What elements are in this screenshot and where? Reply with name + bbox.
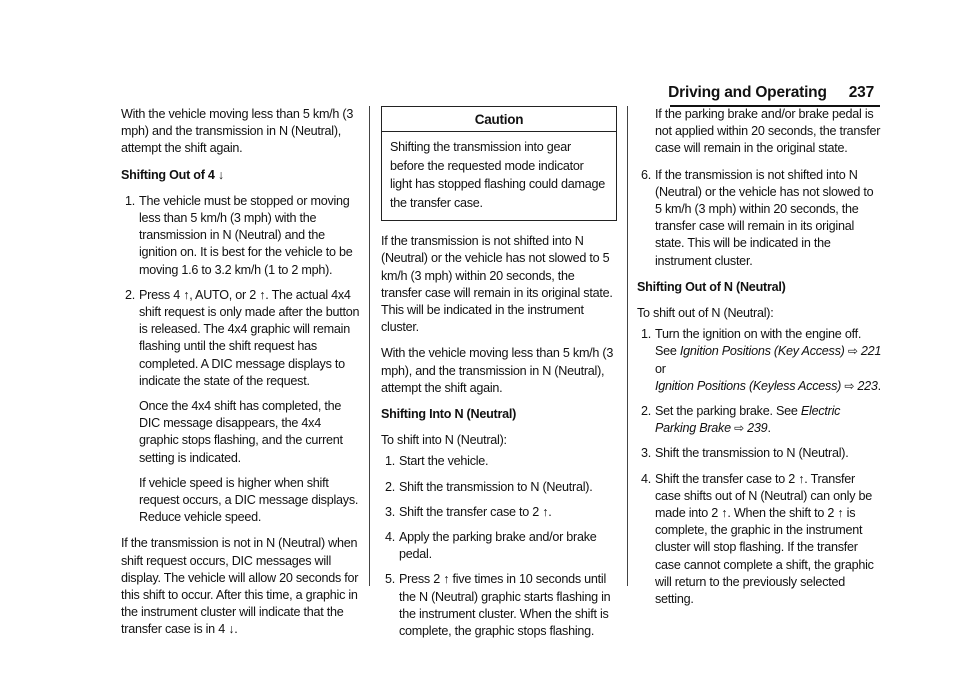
page-reference[interactable]: 239 — [747, 421, 768, 436]
section-title: Driving and Operating — [668, 84, 827, 101]
step-text: Press 4 ↑, AUTO, or 2 ↑. The actual 4x4 shift request is only made after the button is released. The 4x4 graphic will remain flashing until the shift request has completed. A DIC message displays to indicate the state of the request. — [139, 287, 360, 388]
subheading-shifting-into-neutral: Shifting Into N (Neutral) — [381, 407, 517, 422]
column-left — [121, 106, 361, 648]
step-text: If the transmission is not shifted into N (Neutral) or the vehicle has not slowed to 5 km/h (3 mph) within 20 seconds, the transfer case will remain in its original state. This will be indicated in the instrument cluster. — [655, 167, 874, 268]
list-item — [381, 529, 617, 563]
column-divider — [627, 106, 628, 586]
paragraph: To shift into N (Neutral): — [381, 433, 507, 448]
step-text: Apply the parking brake and/or brake pedal. — [399, 530, 597, 562]
step-text: Shift the transmission to N (Neutral). — [655, 446, 849, 461]
step-text: Press 2 ↑ five times in 10 seconds until the N (Neutral) graphic starts flashing in the instrument cluster. When the shift is complete, the graphic stops flashing. — [399, 572, 611, 639]
steps-list — [637, 167, 882, 270]
column-middle — [381, 106, 617, 649]
step-text: Shift the transfer case to 2 ↑. Transfer case shifts out of N (Neutral) can only be made into 2 ↑. When the shift to 2 ↑ is complete, the graphic in the instrument cluster will stop flashing. If the transfer case cannot complete a shift, the graphic will return to the previously selected setting. — [655, 471, 874, 607]
step-number: 3. — [640, 446, 651, 461]
page-reference[interactable]: 221 — [860, 344, 882, 359]
step-number: 2. — [124, 287, 135, 302]
step-number: 6. — [640, 167, 651, 182]
list-item — [637, 471, 882, 609]
step-note: Once the 4x4 shift has completed, the DIC message disappears, the 4x4 graphic stops flashing, and the current setting is indicated. — [139, 399, 343, 465]
caution-text: Shifting the transmission into gear before the requested mode indicator light has stopped flashing could damage the transfer case. — [390, 140, 605, 210]
subheading-shifting-out-of-neutral: Shifting Out of N (Neutral) — [637, 279, 786, 294]
step-text: Turn the ignition on with the engine off. See — [655, 327, 862, 359]
list-item — [381, 453, 617, 470]
paragraph: If the transmission is not shifted into N (Neutral) or the vehicle has not slowed to 5 km/h (3 mph) within 20 seconds, the transfer case will remain in its original state. This will be indicated in the instrument cluster. — [381, 234, 613, 335]
step-number: 1. — [124, 193, 135, 208]
page-reference-icon: ⇨ — [734, 421, 744, 436]
column-divider — [369, 106, 370, 586]
page-number: 237 — [848, 84, 874, 101]
step-text: Set the parking brake. See — [655, 404, 798, 419]
step-continuation: If the parking brake and/or brake pedal is not applied within 20 seconds, the transfer case will remain in the original state. — [655, 107, 881, 156]
steps-list — [381, 453, 617, 640]
step-number: 5. — [384, 572, 395, 587]
list-item: 2. Set the parking brake. See Electric Parking Brake ⇨ 239. — [637, 403, 882, 437]
or-text: or — [655, 361, 666, 376]
step-number: 1. — [640, 327, 651, 342]
subheading-shifting-out-of-4-low: Shifting Out of 4 ↓ — [121, 167, 224, 182]
list-item — [637, 167, 882, 270]
list-item — [381, 504, 617, 521]
step-number: 3. — [384, 504, 395, 519]
list-item — [381, 479, 617, 496]
list-item: 1. Turn the ignition on with the engine off. See Ignition Positions (Key Access) ⇨ 221 or Ignition Positions (Keyless Access) ⇨ 223. — [637, 326, 882, 395]
step-number: 4. — [640, 471, 651, 486]
page-reference-icon: ⇨ — [847, 344, 858, 359]
step-text: Shift the transmission to N (Neutral). — [399, 479, 593, 494]
paragraph: With the vehicle moving less than 5 km/h (3 mph) and the transmission in N (Neutral), attempt the shift again. — [121, 107, 354, 156]
page-reference[interactable]: 223 — [857, 378, 878, 393]
cross-reference-link[interactable]: Ignition Positions (Keyless Access) — [655, 378, 842, 393]
step-number: 1. — [384, 454, 395, 469]
paragraph: If the transmission is not in N (Neutral) when shift request occurs, DIC messages will display. The vehicle will allow 20 seconds for this shift to occur. After this time, a graphic in the instrument cluster will indicate that the transfer case is in 4 ↓. — [121, 536, 359, 637]
step-text: Shift the transfer case to 2 ↑. — [399, 504, 552, 519]
steps-list — [121, 193, 361, 527]
step-number: 2. — [384, 479, 395, 494]
cross-reference-link[interactable]: Electric Parking Brake — [655, 404, 841, 436]
list-item — [381, 571, 617, 640]
column-right — [637, 106, 882, 617]
list-item — [121, 193, 361, 279]
step-number: 2. — [640, 404, 651, 419]
paragraph: To shift out of N (Neutral): — [637, 306, 774, 321]
step-text: Start the vehicle. — [399, 454, 489, 469]
caution-title: Caution — [382, 107, 616, 132]
list-item — [637, 445, 882, 462]
cross-reference-link[interactable]: Ignition Positions (Key Access) — [679, 344, 845, 359]
paragraph: With the vehicle moving less than 5 km/h (3 mph), and the transmission in N (Neutral), attempt the shift again. — [381, 346, 614, 395]
step-text: The vehicle must be stopped or moving less than 5 km/h (3 mph) with the transmission in N (Neutral) and the ignition on. It is best for the vehicle to be moving 1.6 to 3.2 km/h (1 to 2 mph). — [139, 193, 353, 277]
step-number: 4. — [384, 530, 395, 545]
list-item — [121, 287, 361, 527]
steps-list — [637, 326, 882, 608]
page-header — [668, 84, 874, 102]
step-note: If vehicle speed is higher when shift request occurs, a DIC message displays. Reduce vehicle speed. — [139, 475, 359, 525]
page-reference-icon: ⇨ — [844, 378, 855, 393]
caution-box — [381, 106, 617, 221]
